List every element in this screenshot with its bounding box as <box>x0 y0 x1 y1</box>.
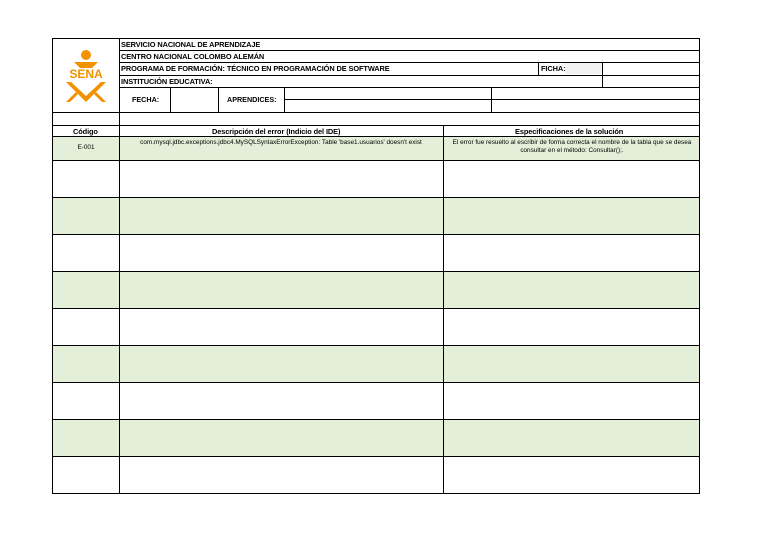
ficha-input[interactable] <box>603 63 699 74</box>
description-cell[interactable]: com.mysql.jdbc.exceptions.jdbc4.MySQLSyntaxErrorException: Table 'base1.usuarios' doesn't exist <box>140 139 422 146</box>
table-row <box>53 161 699 197</box>
row-divider <box>52 493 700 494</box>
aprendices-input-2[interactable] <box>492 88 699 99</box>
table-row <box>53 383 699 419</box>
table-row <box>53 420 699 456</box>
header-line-2: CENTRO NACIONAL COLOMBO ALEMÁN <box>121 52 265 61</box>
logo-text: SENA <box>69 67 103 81</box>
table-row <box>53 346 699 382</box>
column-divider <box>119 125 120 494</box>
table-row <box>53 309 699 345</box>
table-row <box>53 457 699 493</box>
solution-cell[interactable]: El error fue resuelto al escribir de forma correcta el nombre de la tabla que se desea consultar en el método: Consultar();. <box>452 139 692 154</box>
fecha-input[interactable] <box>171 88 218 111</box>
aprendices-input-1[interactable] <box>285 88 491 99</box>
table-row <box>53 235 699 271</box>
header-line-4: INSTITUCIÓN EDUCATIVA: <box>121 77 213 86</box>
code-cell[interactable]: E-001 <box>77 144 95 151</box>
sena-logo-icon <box>58 48 114 106</box>
aprendices-input-4[interactable] <box>492 100 699 111</box>
col-header-description: Descripción del error (Indicio del IDE) <box>212 127 341 136</box>
ficha-value-cell[interactable] <box>565 63 602 74</box>
header-line-1: SERVICIO NACIONAL DE APRENDIZAJE <box>121 40 261 49</box>
header-line-3: PROGRAMA DE FORMACIÓN: TÉCNICO EN PROGRAMACIÓN DE SOFTWARE <box>121 64 390 73</box>
table-row <box>53 272 699 308</box>
column-divider <box>443 125 444 494</box>
fecha-label: FECHA: <box>132 95 160 104</box>
aprendices-label: APRENDICES: <box>227 95 277 104</box>
col-header-code: Código <box>73 127 98 136</box>
sena-logo <box>58 48 114 106</box>
col-header-solution: Especificaciones de la solución <box>515 127 624 136</box>
ficha-label: FICHA: <box>541 64 566 73</box>
table-row <box>53 198 699 234</box>
aprendices-input-3[interactable] <box>285 100 491 111</box>
